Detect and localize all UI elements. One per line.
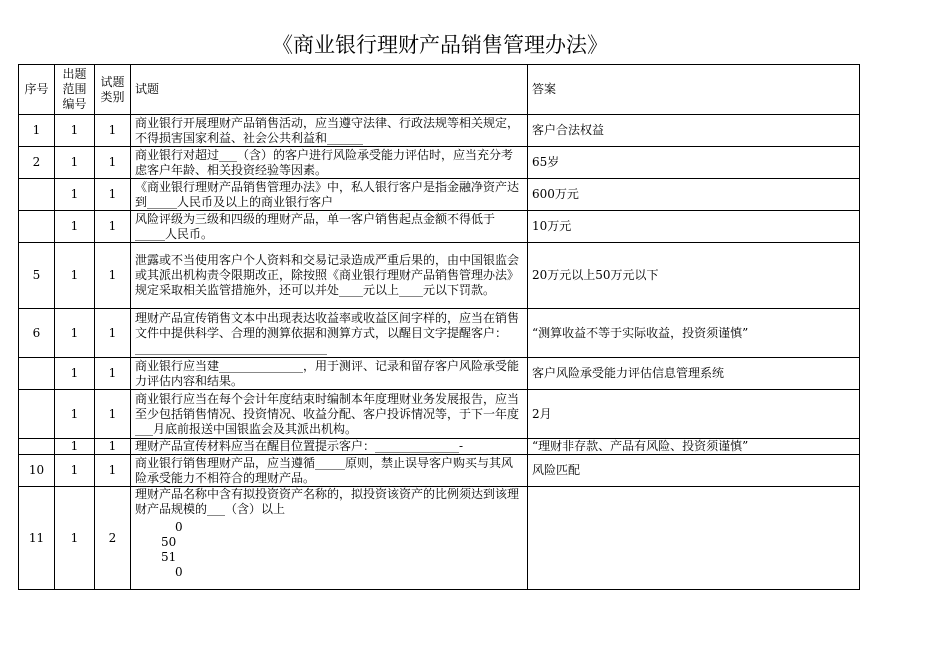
row-range: 1 [55, 115, 95, 147]
table-row [19, 211, 860, 243]
row-question: 商业银行应当在每个会计年度结束时编制本年度理财业务发展报告，应当至少包括销售情况、投资情况、收益分配、客户投诉情况等，于下一年度___月底前报送中国银监会及其派出机构。 [131, 390, 528, 439]
question-option: 50 [161, 535, 177, 549]
table-row [19, 179, 860, 211]
table-row [19, 455, 860, 487]
row-answer: 2月 [528, 390, 860, 439]
row-answer: 客户风险承受能力评估信息管理系统 [528, 358, 860, 390]
row-range: 1 [55, 211, 95, 243]
row-answer: 10万元 [528, 211, 860, 243]
row-question: 《商业银行理财产品销售管理办法》中，私人银行客户是指金融净资产达到_____人民币及以上的商业银行客户 [131, 179, 528, 211]
row-question: 理财产品宣传材料应当在醒目位置提示客户：______________- [131, 439, 528, 455]
row-question: 商业银行销售理财产品，应当遵循_____原则，禁止误导客户购买与其风险承受能力不相符合的理财产品。 [131, 455, 528, 487]
row-range: 1 [55, 439, 95, 455]
question-table [18, 64, 860, 590]
header-no: 序号 [19, 65, 55, 115]
header-range: 出题 范围 编号 [55, 65, 95, 115]
row-number: 5 [19, 243, 55, 309]
row-range: 1 [55, 487, 95, 590]
header-row [19, 65, 860, 115]
row-type: 1 [95, 455, 131, 487]
row-type: 1 [95, 211, 131, 243]
row-number: 6 [19, 309, 55, 358]
row-number: 11 [19, 487, 55, 590]
question-option: 0 [175, 565, 183, 579]
row-answer: 20万元以上50万元以下 [528, 243, 860, 309]
row-question: 商业银行应当建______________，用于测评、记录和留存客户风险承受能力评估内容和结果。 [131, 358, 528, 390]
row-number [19, 179, 55, 211]
header-question: 试题 [131, 65, 528, 115]
question-text: 理财产品名称中含有拟投资资产名称的，拟投资该资产的比例须达到该理财产品规模的___（含）以上 [135, 487, 520, 516]
row-question: 商业银行对超过___（含）的客户进行风险承受能力评估时，应当充分考虑客户年龄、相关投资经验等因素。 [131, 147, 528, 179]
row-range: 1 [55, 147, 95, 179]
row-question: 泄露或不当使用客户个人资料和交易记录造成严重后果的，由中国银监会或其派出机构责令限期改正，除按照《商业银行理财产品销售管理办法》规定采取相关监管措施外，还可以并处____元以上____元以下罚款。 [131, 243, 528, 309]
table-row [19, 358, 860, 390]
row-question: 理财产品宣传销售文本中出现表达收益率或收益区间字样的，应当在销售文件中提供科学、合理的测算依据和测算方式，以醒目文字提醒客户：________________________________ [131, 309, 528, 358]
row-range: 1 [55, 390, 95, 439]
row-type: 1 [95, 358, 131, 390]
header-answer: 答案 [528, 65, 860, 115]
row-range: 1 [55, 358, 95, 390]
row-type: 1 [95, 309, 131, 358]
question-option: 51 [161, 550, 177, 564]
row-type: 1 [95, 115, 131, 147]
row-type: 1 [95, 439, 131, 455]
row-type: 1 [95, 147, 131, 179]
table-row [19, 309, 860, 358]
row-answer: “测算收益不等于实际收益，投资须谨慎” [528, 309, 860, 358]
row-range: 1 [55, 309, 95, 358]
table-row [19, 115, 860, 147]
row-answer: 600万元 [528, 179, 860, 211]
row-answer: 风险匹配 [528, 455, 860, 487]
table-row [19, 147, 860, 179]
document-title: 《商业银行理财产品销售管理办法》 [272, 33, 608, 57]
row-type: 1 [95, 390, 131, 439]
row-answer: 65岁 [528, 147, 860, 179]
row-question [131, 487, 528, 590]
row-number: 2 [19, 147, 55, 179]
header-type: 试题 类别 [95, 65, 131, 115]
row-number [19, 439, 55, 455]
row-range: 1 [55, 455, 95, 487]
row-number: 1 [19, 115, 55, 147]
table-row [19, 487, 860, 590]
row-range: 1 [55, 243, 95, 309]
row-type: 1 [95, 179, 131, 211]
row-number [19, 358, 55, 390]
row-answer [528, 487, 860, 590]
row-type: 1 [95, 243, 131, 309]
row-answer: “理财非存款、产品有风险、投资须谨慎” [528, 439, 860, 455]
question-option: 0 [175, 520, 183, 534]
row-type: 2 [95, 487, 131, 590]
row-question: 商业银行开展理财产品销售活动，应当遵守法律、行政法规等相关规定，不得损害国家利益、社会公共利益和______ [131, 115, 528, 147]
row-range: 1 [55, 179, 95, 211]
row-number: 10 [19, 455, 55, 487]
row-question: 风险评级为三级和四级的理财产品，单一客户销售起点金额不得低于_____人民币。 [131, 211, 528, 243]
table-row [19, 390, 860, 439]
table-row [19, 439, 860, 455]
row-answer: 客户合法权益 [528, 115, 860, 147]
row-number [19, 211, 55, 243]
table-row [19, 243, 860, 309]
row-number [19, 390, 55, 439]
